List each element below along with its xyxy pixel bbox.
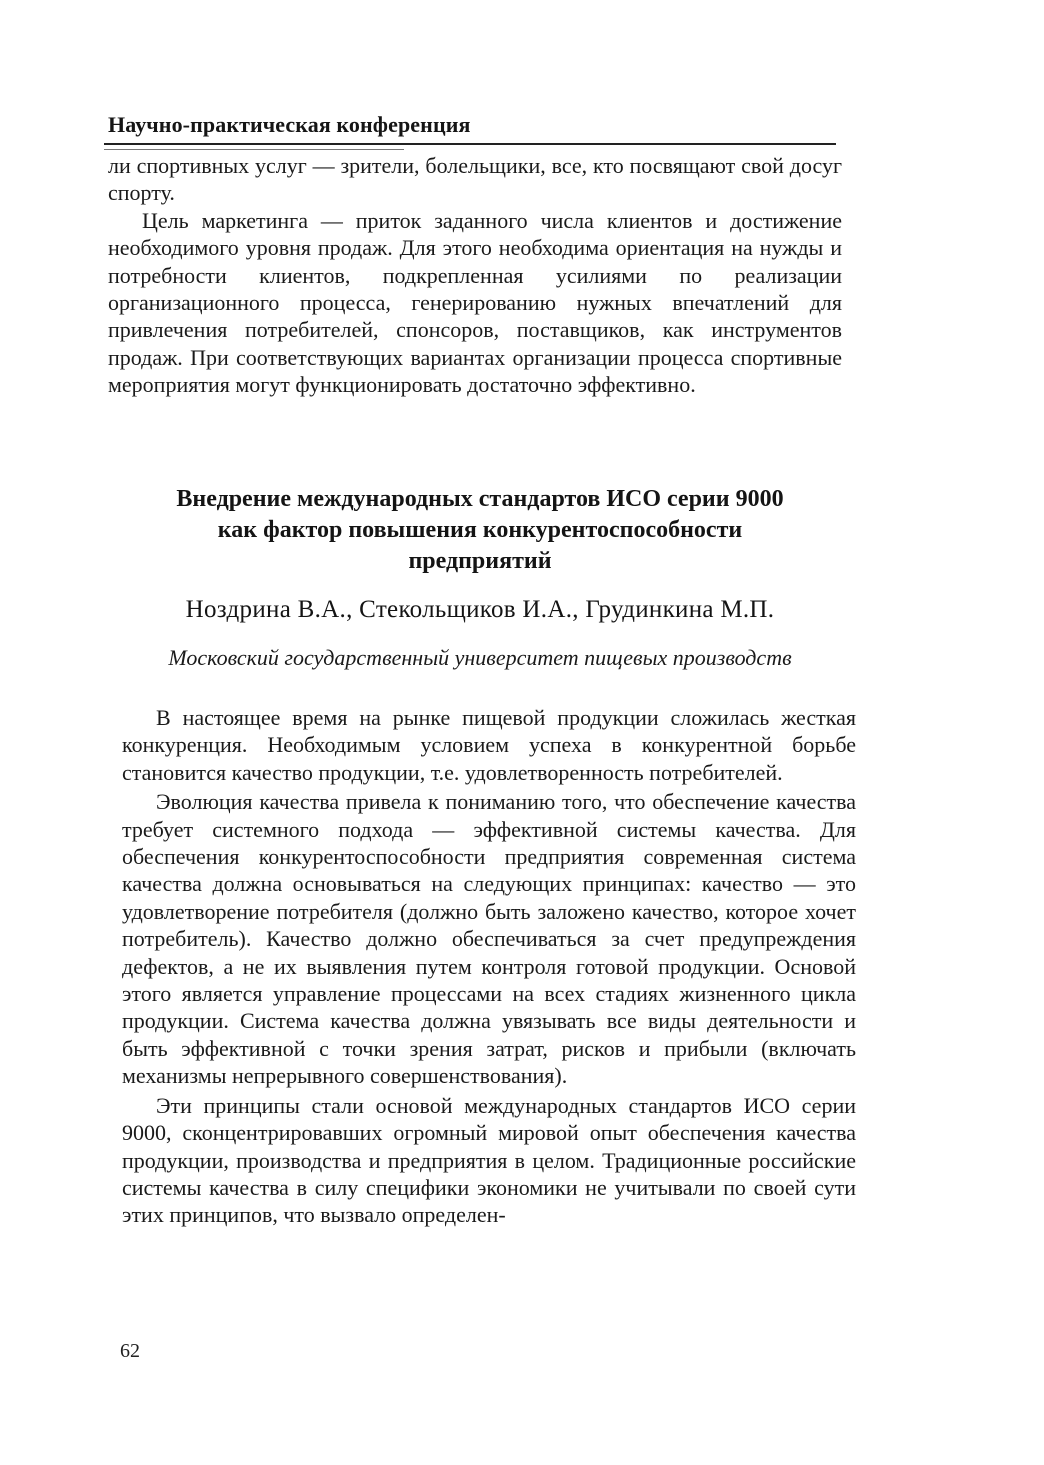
article-body: [122, 704, 856, 1231]
header-divider-thin: [104, 149, 404, 150]
body-paragraph-3: Эти принципы стали основой международных стандартов ИСО серии 9000, сконцентрировавших огромный мировой опыт обеспечения качества продукции, производства и предприятия в целом. Традиционные российские системы качества в силу специфики экономики не учитывали по своей сути этих принципов, что вызвало определен-: [122, 1092, 856, 1228]
header-divider: [104, 143, 836, 145]
page-number: 62: [120, 1340, 140, 1362]
intro-paragraph-2: Цель маркетинга — приток заданного числа клиентов и достижение необходимого уровня продаж. Для этого необходима ориентация на нужды и потребности клиентов, подкрепленная усилиями по реализации организационного процесса, генерированию нужных впечатлений для привлечения потребителей, спонсоров, поставщиков, как инструментов продаж. При соответствующих вариантах организации процесса спортивные мероприятия могут функционировать достаточно эффективно.: [108, 207, 842, 398]
article-title: [108, 484, 852, 577]
article-title-line-2: как фактор повышения конкурентоспособности: [217, 517, 743, 543]
body-paragraph-2: Эволюция качества привела к пониманию того, что обеспечение качества требует системного подхода — эффективной системы качества. Для обеспечения конкурентоспособности предприятия современная система качества должна основываться на следующих принципах: качество — это удовлетворение потребителя (должно быть заложено качество, которое хочет потребитель). Качество должно обеспечиваться за счет предупреждения дефектов, а не их выявления путем контроля готовой продукции. Основой этого является управление процессами на всех стадиях жизненного цикла продукции. Система качества должна увязывать все виды деятельности и быть эффективной с точки зрения затрат, рисков и прибыли (включать механизмы непрерывного совершенствования).: [122, 789, 856, 1089]
body-paragraph-1: В настоящее время на рынке пищевой продукции сложилась жесткая конкуренция. Необходимым условием успеха в конкурентной борьбе становится качество продукции, т.е. удовлетворенность потребителей.: [122, 705, 856, 785]
article-title-line-3: предприятий: [408, 548, 552, 574]
article-title-line-1: Внедрение международных стандартов ИСО серии 9000: [176, 486, 784, 512]
article-authors: Ноздрина В.А., Стекольщиков И.А., Грудинкина М.П.: [185, 596, 775, 623]
intro-paragraph-1: ли спортивных услуг — зрители, болельщики, все, кто посвящают свой досуг спорту.: [108, 153, 842, 206]
article-affiliation: Московский государственный университет пищевых производств: [168, 645, 792, 670]
intro-text: [108, 152, 842, 399]
running-header: Научно-практическая конференция: [108, 112, 471, 137]
